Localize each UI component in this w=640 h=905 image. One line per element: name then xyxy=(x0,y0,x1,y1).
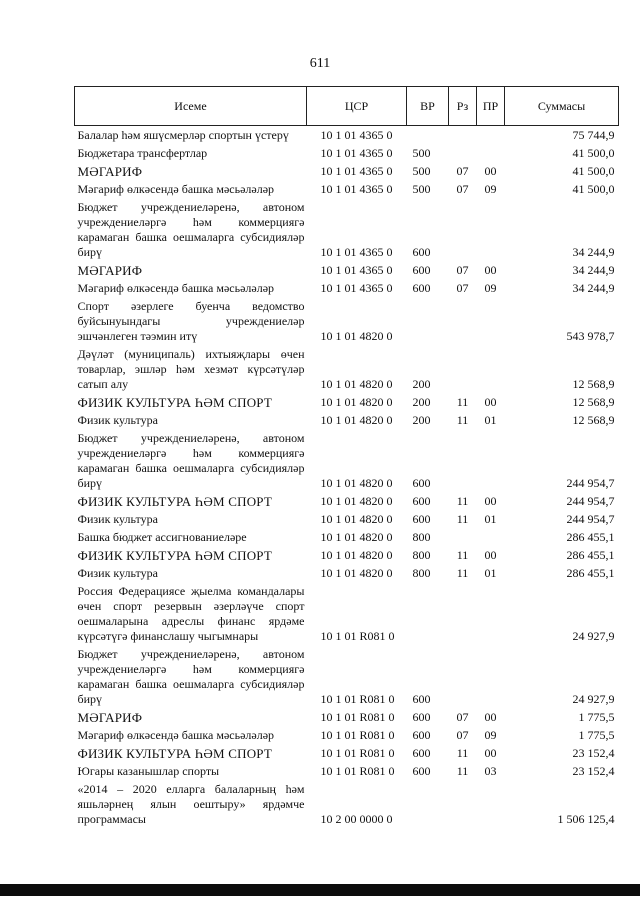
cell-name: Бюджет учреждениеләренә, автоном учреждениеләргә һәм коммерциягә карамаган башка оешмаларга субсидияләр бирү xyxy=(77,647,305,706)
cell-csr: 10 1 01 R081 0 xyxy=(320,629,395,643)
cell-rz: 07 xyxy=(456,728,469,742)
cell-name: Бюджетара трансфертлар xyxy=(77,146,208,160)
cell-name: Физик культура xyxy=(77,512,158,526)
cell-name: ФИЗИК КУЛЬТУРА ҺӘМ СПОРТ xyxy=(77,494,273,509)
cell-csr: 10 1 01 4365 0 xyxy=(320,182,393,196)
cell-pr xyxy=(477,431,505,494)
cell-name: Башка бюджет ассигнованиеләре xyxy=(77,530,247,544)
cell-csr: 10 1 01 R081 0 xyxy=(320,728,395,742)
table-body xyxy=(75,126,619,831)
cell-sum: 12 568,9 xyxy=(572,413,615,427)
cell-pr xyxy=(477,200,505,263)
table-row xyxy=(75,281,619,299)
cell-vr xyxy=(407,126,449,147)
table-row xyxy=(75,647,619,710)
table-row xyxy=(75,710,619,728)
cell-pr: 09 xyxy=(484,728,497,742)
cell-rz: 11 xyxy=(456,566,469,580)
header-sum: Суммасы xyxy=(505,87,619,126)
cell-csr: 10 1 01 4820 0 xyxy=(320,566,393,580)
cell-vr: 500 xyxy=(412,182,431,196)
cell-rz xyxy=(449,146,477,164)
cell-rz xyxy=(449,299,477,347)
cell-vr: 600 xyxy=(412,692,431,706)
cell-pr: 01 xyxy=(484,413,497,427)
table-row xyxy=(75,347,619,395)
cell-csr: 10 1 01 4820 0 xyxy=(320,548,393,562)
cell-name: Балалар һәм яшүсмерләр спортын үстерү xyxy=(77,128,289,142)
cell-name: Дәүләт (муниципаль) ихтыяҗлары өчен товарлар, эшләр һәм хезмәт күрсәтүләр сатып алу xyxy=(77,347,305,391)
cell-rz xyxy=(449,530,477,548)
cell-vr: 800 xyxy=(412,566,431,580)
cell-vr xyxy=(407,584,449,647)
cell-rz xyxy=(449,126,477,147)
cell-name: Бюджет учреждениеләренә, автоном учреждениеләргә һәм коммерциягә карамаган башка оешмаларга субсидияләр бирү xyxy=(77,431,305,490)
header-vr: ВР xyxy=(407,87,449,126)
cell-csr: 10 1 01 4820 0 xyxy=(320,494,393,508)
cell-sum: 12 568,9 xyxy=(572,395,615,409)
cell-csr: 10 1 01 R081 0 xyxy=(320,692,395,706)
cell-name: МӘГАРИФ xyxy=(77,263,143,278)
cell-sum: 286 455,1 xyxy=(566,530,615,544)
cell-name: ФИЗИК КУЛЬТУРА ҺӘМ СПОРТ xyxy=(77,395,273,410)
cell-vr: 600 xyxy=(412,494,431,508)
cell-vr: 600 xyxy=(412,476,431,490)
scan-border xyxy=(0,884,640,896)
cell-sum: 286 455,1 xyxy=(566,548,615,562)
cell-vr xyxy=(407,299,449,347)
cell-csr: 10 1 01 R081 0 xyxy=(320,764,395,778)
page-number: 611 xyxy=(309,56,331,71)
cell-csr: 10 1 01 4365 0 xyxy=(320,146,393,160)
cell-vr: 600 xyxy=(412,245,431,259)
header-name: Исеме xyxy=(75,87,307,126)
cell-name: Бюджет учреждениеләренә, автоном учреждениеләргә һәм коммерциягә карамаган башка оешмаларга субсидияләр бирү xyxy=(77,200,305,259)
cell-vr: 200 xyxy=(412,377,431,391)
cell-pr xyxy=(477,782,505,830)
cell-csr: 10 1 01 4820 0 xyxy=(320,395,393,409)
cell-sum: 244 954,7 xyxy=(566,476,615,490)
cell-vr: 600 xyxy=(412,764,431,778)
cell-name: ФИЗИК КУЛЬТУРА ҺӘМ СПОРТ xyxy=(77,548,273,563)
cell-pr: 00 xyxy=(484,263,497,277)
cell-csr: 10 1 01 4365 0 xyxy=(320,245,393,259)
cell-rz: 11 xyxy=(456,413,469,427)
cell-sum: 24 927,9 xyxy=(572,629,615,643)
cell-vr: 500 xyxy=(412,146,431,160)
cell-rz: 11 xyxy=(456,494,469,508)
cell-sum: 41 500,0 xyxy=(572,146,615,160)
table-row xyxy=(75,126,619,147)
table-row xyxy=(75,395,619,413)
cell-pr xyxy=(477,530,505,548)
cell-rz xyxy=(449,584,477,647)
cell-pr xyxy=(477,126,505,147)
cell-vr: 600 xyxy=(412,281,431,295)
cell-sum: 543 978,7 xyxy=(566,329,615,343)
cell-sum: 23 152,4 xyxy=(572,764,615,778)
cell-sum: 1 506 125,4 xyxy=(557,812,615,826)
table-row xyxy=(75,512,619,530)
cell-pr xyxy=(477,146,505,164)
cell-rz: 07 xyxy=(456,164,469,178)
cell-rz: 07 xyxy=(456,263,469,277)
cell-sum: 244 954,7 xyxy=(566,512,615,526)
table-row xyxy=(75,764,619,782)
cell-csr: 10 1 01 4365 0 xyxy=(320,263,393,277)
cell-name: Физик культура xyxy=(77,566,158,580)
cell-name: «2014 – 2020 елларга балаларның һәм яшьләрнең ялын оештыру» ярдәмче программасы xyxy=(77,782,305,826)
cell-vr: 600 xyxy=(412,512,431,526)
cell-sum: 1 775,5 xyxy=(578,710,615,724)
cell-csr: 10 1 01 4820 0 xyxy=(320,329,393,343)
cell-vr: 600 xyxy=(412,710,431,724)
cell-csr: 10 1 01 4365 0 xyxy=(320,281,393,295)
cell-rz: 11 xyxy=(456,395,469,409)
table-row xyxy=(75,299,619,347)
header-pr: ПР xyxy=(477,87,505,126)
cell-vr: 500 xyxy=(412,164,431,178)
cell-name: МӘГАРИФ xyxy=(77,710,143,725)
table-row xyxy=(75,548,619,566)
cell-sum: 23 152,4 xyxy=(572,746,615,760)
cell-vr xyxy=(407,782,449,830)
cell-name: Физик культура xyxy=(77,413,158,427)
table-row xyxy=(75,728,619,746)
cell-name: Мәгариф өлкәсендә башка мәсьәләләр xyxy=(77,182,275,196)
cell-pr: 03 xyxy=(484,764,497,778)
table-row xyxy=(75,584,619,647)
cell-name: ФИЗИК КУЛЬТУРА ҺӘМ СПОРТ xyxy=(77,746,273,761)
cell-pr: 09 xyxy=(484,281,497,295)
cell-sum: 75 744,9 xyxy=(572,128,615,142)
table-row xyxy=(75,263,619,281)
cell-sum: 41 500,0 xyxy=(572,164,615,178)
cell-sum: 12 568,9 xyxy=(572,377,615,391)
table-row xyxy=(75,494,619,512)
cell-pr: 01 xyxy=(484,566,497,580)
budget-table xyxy=(74,86,619,830)
table-row xyxy=(75,413,619,431)
cell-rz xyxy=(449,782,477,830)
cell-name: МӘГАРИФ xyxy=(77,164,143,179)
cell-pr: 09 xyxy=(484,182,497,196)
table-row xyxy=(75,200,619,263)
cell-sum: 34 244,9 xyxy=(572,263,615,277)
cell-vr: 800 xyxy=(412,548,431,562)
cell-rz: 11 xyxy=(456,746,469,760)
cell-sum: 244 954,7 xyxy=(566,494,615,508)
table-row xyxy=(75,182,619,200)
cell-rz xyxy=(449,200,477,263)
cell-csr: 10 1 01 4820 0 xyxy=(320,530,393,544)
cell-rz: 07 xyxy=(456,281,469,295)
cell-pr: 01 xyxy=(484,512,497,526)
cell-vr: 200 xyxy=(412,395,431,409)
cell-vr: 800 xyxy=(412,530,431,544)
cell-csr: 10 1 01 4365 0 xyxy=(320,164,393,178)
cell-rz: 07 xyxy=(456,182,469,196)
cell-sum: 1 775,5 xyxy=(578,728,615,742)
cell-csr: 10 1 01 4820 0 xyxy=(320,413,393,427)
table-row xyxy=(75,566,619,584)
cell-sum: 34 244,9 xyxy=(572,281,615,295)
table-row xyxy=(75,782,619,830)
cell-vr: 600 xyxy=(412,746,431,760)
header-csr: ЦСР xyxy=(307,87,407,126)
cell-pr: 00 xyxy=(484,164,497,178)
cell-sum: 34 244,9 xyxy=(572,245,615,259)
cell-pr xyxy=(477,299,505,347)
table-row xyxy=(75,164,619,182)
cell-sum: 24 927,9 xyxy=(572,692,615,706)
cell-rz: 11 xyxy=(456,512,469,526)
cell-name: Спорт әзерлеге буенча ведомство буйсынуындагы учреждениеләр эшчәнлеген тәэмин итү xyxy=(77,299,305,343)
cell-csr: 10 1 01 R081 0 xyxy=(320,710,395,724)
cell-pr: 00 xyxy=(484,494,497,508)
cell-rz xyxy=(449,431,477,494)
table-row xyxy=(75,746,619,764)
cell-rz xyxy=(449,347,477,395)
cell-rz xyxy=(449,647,477,710)
cell-vr: 200 xyxy=(412,413,431,427)
cell-name: Мәгариф өлкәсендә башка мәсьәләләр xyxy=(77,728,275,742)
cell-csr: 10 1 01 4820 0 xyxy=(320,377,393,391)
cell-pr xyxy=(477,347,505,395)
cell-vr: 600 xyxy=(412,263,431,277)
table-row xyxy=(75,431,619,494)
cell-pr xyxy=(477,647,505,710)
cell-name: Югары казанышлар спорты xyxy=(77,764,220,778)
cell-rz: 11 xyxy=(456,548,469,562)
cell-csr: 10 1 01 4820 0 xyxy=(320,512,393,526)
cell-csr: 10 1 01 4820 0 xyxy=(320,476,393,490)
cell-name: Россия Федерациясе җыелма командалары өчен спорт резервын әзерләүче спорт оешмаларына адреслы финанс ярдәме күрсәтүгә финанслашу чыгымнары xyxy=(77,584,305,643)
header-rz: Рз xyxy=(449,87,477,126)
cell-pr: 00 xyxy=(484,548,497,562)
table-header-row xyxy=(75,87,619,126)
cell-pr: 00 xyxy=(484,395,497,409)
cell-vr: 600 xyxy=(412,728,431,742)
cell-name: Мәгариф өлкәсендә башка мәсьәләләр xyxy=(77,281,275,295)
cell-pr xyxy=(477,584,505,647)
cell-sum: 286 455,1 xyxy=(566,566,615,580)
cell-pr: 00 xyxy=(484,710,497,724)
cell-csr: 10 2 00 0000 0 xyxy=(320,812,393,826)
cell-csr: 10 1 01 4365 0 xyxy=(320,128,393,142)
cell-pr: 00 xyxy=(484,746,497,760)
cell-sum: 41 500,0 xyxy=(572,182,615,196)
cell-csr: 10 1 01 R081 0 xyxy=(320,746,395,760)
cell-rz: 07 xyxy=(456,710,469,724)
table-row xyxy=(75,146,619,164)
cell-rz: 11 xyxy=(456,764,469,778)
table-row xyxy=(75,530,619,548)
